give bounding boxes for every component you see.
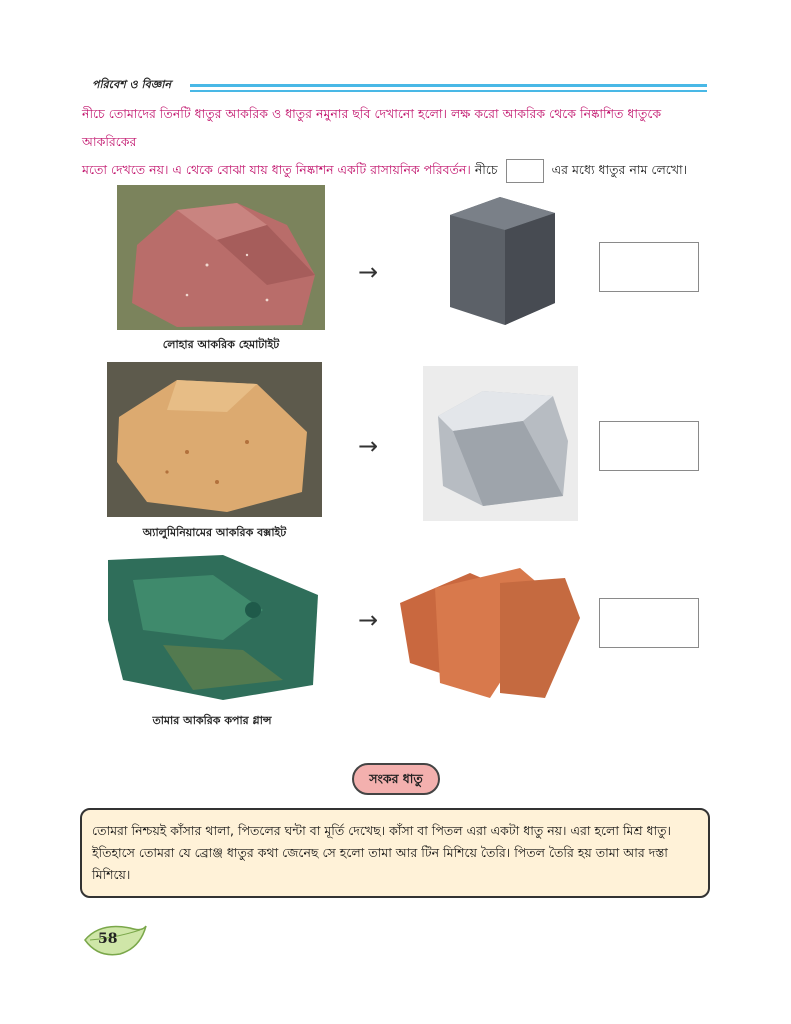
- arrow-icon: →: [358, 432, 379, 460]
- alloy-info-box: [80, 808, 710, 898]
- intro-paragraph: [82, 100, 712, 184]
- bauxite-caption: অ্যালুমিনিয়ামের আকরিক বক্সাইট: [142, 526, 287, 539]
- running-header-title: পরিবেশ ও বিজ্ঞান: [92, 78, 172, 91]
- iron-metal-photo: [405, 185, 580, 335]
- intro-line-1: নীচে তোমাদের তিনটি ধাতুর আকরিক ও ধাতুর নমুনার ছবি দেখানো হলো। লক্ষ করো আকরিক থেকে নিষ্কাশিত ধাতুকে আকরিকের: [82, 106, 662, 149]
- arrow-icon: →: [358, 258, 379, 286]
- copper-glance-ore-photo: [103, 550, 321, 702]
- aluminium-metal-photo: [423, 366, 578, 521]
- copper-metal-photo: [395, 558, 585, 706]
- inline-answer-box: [506, 159, 544, 183]
- page-number: 58: [98, 931, 118, 947]
- arrow-icon: →: [358, 606, 379, 634]
- answer-box-aluminium[interactable]: [599, 421, 699, 471]
- intro-line-2-pink: মতো দেখতে নয়। এ থেকে বোঝা যায় ধাতু নিষ্কাশন একটি রাসায়নিক পরিবর্তন।: [82, 162, 471, 177]
- copper-glance-caption: তামার আকরিক কপার গ্লান্স: [152, 714, 272, 727]
- intro-line-2-black-a: নীচে: [474, 162, 498, 177]
- alloy-info-text: তোমরা নিশ্চয়ই কাঁসার থালা, পিতলের ঘন্টা বা মূর্তি দেখেছ। কাঁসা বা পিতল এরা একটা ধাতু নয়। এরা হলো মিশ্র ধাতু। ইতিহাসে তোমরা যে ব্রোঞ্জ ধাতুর কথা জেনেছ সে হলো তামা আর টিন মিশিয়ে তৈরি। পিতল তৈরি হয় তামা আর দস্তা মিশিয়ে।: [92, 823, 672, 882]
- hematite-ore-photo: [117, 185, 325, 330]
- header-rule: [190, 84, 707, 92]
- intro-line-2-black-b: এর মধ্যে ধাতুর নাম লেখো।: [551, 162, 688, 177]
- bauxite-ore-photo: [107, 362, 322, 517]
- hematite-caption: লোহার আকরিক হেমাটাইট: [162, 338, 280, 351]
- answer-box-iron[interactable]: [599, 242, 699, 292]
- answer-box-copper[interactable]: [599, 598, 699, 648]
- section-title-pill: সংকর ধাতু: [352, 763, 440, 795]
